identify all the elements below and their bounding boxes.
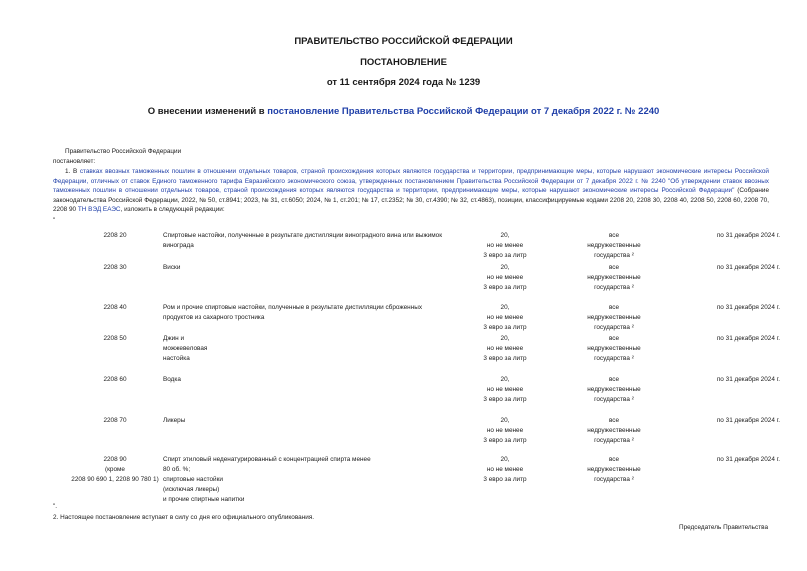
duty-rate-cell — [460, 231, 550, 261]
duty-rate-cell — [460, 416, 550, 446]
description-cell-line: и прочие спиртные напитки — [163, 496, 245, 503]
paragraph-1 — [53, 167, 769, 215]
hs-code-cell — [65, 231, 165, 241]
document-date-number: от 11 сентября 2024 года № 1239 — [326, 77, 481, 88]
document-type: ПОСТАНОВЛЕНИЕ — [360, 57, 447, 68]
paragraph-2: 2. Настоящее постановление вступает в силу со дня его официального опубликования. — [53, 514, 315, 521]
description-cell-line: Спирт этиловый неденатурированный с концентрацией спирта менее — [163, 456, 371, 463]
paragraph-1-middle: (Собрание законодательства Российской Федерации, 2022, № 50, ст.8941; 2023, № 31, ст.6050; 2024, № 1, ст.201; № 17, ст.2352; № 30, ст.4390; № 32, ст.4863), позиции, классифицируемые кодами 2208 20, 2208 30, 2208 40, 2208 50, 2208 60, 2208 70, 2208 90 — [53, 187, 769, 214]
country-cell-line: государства ² — [594, 252, 634, 259]
duty-rate-cell-line: 20, — [500, 456, 510, 463]
country-cell-line: все — [608, 376, 620, 383]
duty-rate-cell-line: но не менее — [486, 386, 524, 393]
quote-close: ". — [53, 503, 58, 510]
country-cell-line: недружественные — [587, 242, 641, 249]
hs-code-cell — [65, 334, 165, 344]
hs-code-cell — [65, 303, 165, 313]
country-cell-line: государства ² — [594, 355, 634, 362]
description-cell-line: спиртовые настойки — [163, 476, 223, 483]
country-cell-line: недружественные — [587, 345, 641, 352]
duty-rate-cell-line: 3 евро за литр — [483, 437, 527, 444]
description-cell — [163, 455, 443, 505]
hs-code-cell-line: 2208 90 — [103, 456, 127, 463]
country-cell — [558, 416, 670, 446]
hs-code-cell-line: 2208 60 — [103, 376, 127, 383]
paragraph-1-end: , изложить в следующей редакции: — [120, 206, 225, 214]
country-cell — [558, 263, 670, 293]
duty-rate-cell-line: но не менее — [486, 274, 524, 281]
description-cell-line: винограда — [163, 242, 194, 249]
country-cell — [558, 455, 670, 485]
duty-rate-cell-line: 3 евро за литр — [483, 284, 527, 291]
description-cell-line: 80 об. %; — [163, 466, 191, 473]
description-cell — [163, 334, 443, 364]
description-cell — [163, 263, 443, 273]
duty-rate-cell-line: 20, — [500, 232, 510, 239]
hs-code-cell-line: 2208 20 — [103, 232, 127, 239]
country-cell-line: государства ² — [594, 324, 634, 331]
duty-rate-cell-line: 3 евро за литр — [483, 324, 527, 331]
duty-rate-cell — [460, 263, 550, 293]
description-cell-line: Спиртовые настойки, полученные в результате дистилляции виноградного вина или выжимок — [163, 232, 443, 239]
hs-code-cell-line: 2208 50 — [103, 335, 127, 342]
duty-rate-cell-line: 20, — [500, 417, 510, 424]
hs-code-cell-line: (кроме — [105, 466, 125, 473]
duty-rate-cell-line: 3 евро за литр — [483, 355, 527, 362]
validity-date-cell: по 31 декабря 2024 г. — [716, 304, 780, 311]
hs-code-cell-line: 2208 30 — [103, 264, 127, 271]
country-cell — [558, 231, 670, 261]
government-heading: ПРАВИТЕЛЬСТВО РОССИЙСКОЙ ФЕДЕРАЦИИ — [294, 36, 513, 47]
tnved-link[interactable]: ТН ВЭД ЕАЭС — [77, 206, 121, 214]
intro-government: Правительство Российской Федерации — [65, 148, 182, 155]
validity-date-cell: по 31 декабря 2024 г. — [716, 335, 780, 342]
country-cell-line: государства ² — [594, 284, 634, 291]
description-cell-line: Водка — [163, 376, 181, 383]
description-cell — [163, 231, 443, 251]
hs-code-cell — [65, 263, 165, 273]
description-cell-line: продуктов из сахарного тростника — [163, 314, 265, 321]
country-cell — [558, 303, 670, 333]
description-cell-line: настойка — [163, 355, 190, 362]
country-cell-line: все — [608, 335, 620, 342]
title-prefix: О внесении изменений в — [147, 106, 268, 117]
duty-rate-cell — [460, 303, 550, 333]
document-title — [0, 106, 807, 117]
duty-rate-cell-line: 20, — [500, 264, 510, 271]
hs-code-cell-line: 2208 40 — [103, 304, 127, 311]
duty-rate-cell-line: но не менее — [486, 466, 524, 473]
validity-date-cell: по 31 декабря 2024 г. — [716, 232, 780, 239]
duty-rate-cell-line: 20, — [500, 376, 510, 383]
country-cell-line: все — [608, 304, 620, 311]
description-cell-line: Ликеры — [163, 417, 186, 424]
validity-date-cell: по 31 декабря 2024 г. — [716, 417, 780, 424]
validity-date-cell: по 31 декабря 2024 г. — [716, 264, 780, 271]
country-cell — [558, 334, 670, 364]
country-cell-line: недружественные — [587, 466, 641, 473]
quote-open: " — [53, 217, 56, 224]
duty-rate-cell-line: 3 евро за литр — [483, 396, 527, 403]
duty-rate-cell-line: но не менее — [486, 345, 524, 352]
description-cell-line: Джин и — [163, 335, 185, 342]
validity-date-cell: по 31 декабря 2024 г. — [716, 456, 780, 463]
signature-title: Председатель Правительства — [679, 524, 768, 531]
country-cell-line: все — [608, 232, 620, 239]
intro-resolves: постановляет: — [53, 158, 96, 165]
country-cell-line: недружественные — [587, 427, 641, 434]
country-cell-line: недружественные — [587, 386, 641, 393]
description-cell-line: можжевеловая — [163, 345, 208, 352]
country-cell-line: государства ² — [594, 396, 634, 403]
country-cell-line: недружественные — [587, 314, 641, 321]
hs-code-cell — [65, 455, 165, 485]
country-cell-line: все — [608, 264, 620, 271]
description-cell — [163, 303, 443, 323]
description-cell — [163, 416, 443, 426]
country-cell-line: государства ² — [594, 476, 634, 483]
country-cell-line: все — [608, 417, 620, 424]
description-cell-line: Виски — [163, 264, 181, 271]
duty-rate-cell-line: 20, — [500, 335, 510, 342]
hs-code-cell-line: 2208 70 — [103, 417, 127, 424]
description-cell-line: (исключая ликеры) — [163, 486, 220, 493]
hs-code-cell — [65, 416, 165, 426]
rates-link[interactable]: ставках ввозных таможенных пошлин в отношении отдельных товаров, страной происхождения которых являются государства и территории, предпринимающие меры, которые нарушают экономические интересы Российской Федерации, отличных от ставок Единого таможенного тарифа Евразийского экономического союза, утвержденных постановлением Правительства Российской Федерации от 7 декабря 2022 г. № 2240 "Об утверждении ставок ввозных таможенных пошлин в отношении отдельных товаров, страной происхождения которых являются государства и территории, предпринимающие меры, которые нарушают экономические интересы Российской Федерации" — [53, 168, 769, 195]
validity-date-cell: по 31 декабря 2024 г. — [716, 376, 780, 383]
duty-rate-cell-line: 20, — [500, 304, 510, 311]
title-link[interactable]: постановление Правительства Российской Федерации от 7 декабря 2022 г. № 2240 — [267, 106, 660, 117]
duty-rate-cell-line: 3 евро за литр — [483, 252, 527, 259]
duty-rate-cell — [460, 375, 550, 405]
hs-code-cell — [65, 375, 165, 385]
duty-rate-cell-line: но не менее — [486, 242, 524, 249]
country-cell-line: государства ² — [594, 437, 634, 444]
description-cell-line: Ром и прочие спиртовые настойки, полученные в результате дистилляции сброженных — [163, 304, 423, 311]
duty-rate-cell — [460, 334, 550, 364]
duty-rate-cell — [460, 455, 550, 485]
description-cell — [163, 375, 443, 385]
duty-rate-cell-line: но не менее — [486, 427, 524, 434]
duty-rate-cell-line: 3 евро за литр — [483, 476, 527, 483]
hs-code-cell-line: 2208 90 690 1, 2208 90 780 1) — [71, 476, 159, 483]
country-cell-line: все — [608, 456, 620, 463]
paragraph-1-start: 1. В — [65, 168, 80, 175]
country-cell-line: недружественные — [587, 274, 641, 281]
duty-rate-cell-line: но не менее — [486, 314, 524, 321]
country-cell — [558, 375, 670, 405]
